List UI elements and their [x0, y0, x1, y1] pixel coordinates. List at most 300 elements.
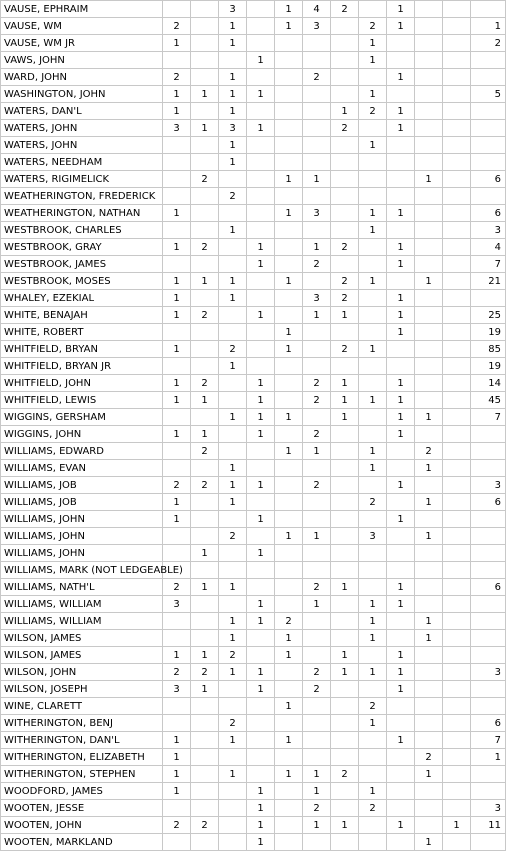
table-row [1, 171, 506, 188]
count-cell: 1 [471, 18, 506, 35]
count-cell [219, 426, 247, 443]
count-cell [247, 647, 275, 664]
count-cell [191, 800, 219, 817]
name-cell: WILLIAMS, WILLIAM [1, 596, 163, 613]
count-cell [247, 766, 275, 783]
count-cell [331, 137, 359, 154]
count-cell [191, 732, 219, 749]
count-cell [359, 766, 387, 783]
count-cell: 2 [303, 681, 331, 698]
count-cell [219, 256, 247, 273]
count-cell: 1 [163, 511, 191, 528]
count-cell [219, 511, 247, 528]
count-cell: 1 [247, 545, 275, 562]
count-cell [443, 86, 471, 103]
count-cell: 1 [387, 69, 415, 86]
count-cell: 2 [415, 749, 443, 766]
count-cell [219, 562, 247, 579]
count-cell: 1 [275, 647, 303, 664]
count-cell [275, 154, 303, 171]
count-cell [247, 171, 275, 188]
count-cell [443, 324, 471, 341]
count-cell: 1 [247, 834, 275, 851]
count-cell [191, 358, 219, 375]
count-cell [443, 579, 471, 596]
count-cell [191, 324, 219, 341]
count-cell [471, 426, 506, 443]
count-cell: 1 [163, 239, 191, 256]
count-cell [219, 749, 247, 766]
count-cell: 2 [219, 715, 247, 732]
name-cell: WATERS, JOHN [1, 120, 163, 137]
count-cell: 2 [303, 256, 331, 273]
count-cell [387, 715, 415, 732]
count-cell [191, 596, 219, 613]
count-cell: 1 [387, 290, 415, 307]
count-cell [331, 613, 359, 630]
count-cell: 1 [219, 290, 247, 307]
count-cell [303, 86, 331, 103]
count-cell [191, 749, 219, 766]
count-cell [443, 154, 471, 171]
count-cell: 2 [331, 1, 359, 18]
count-cell: 85 [471, 341, 506, 358]
count-cell: 1 [275, 766, 303, 783]
table-row [1, 477, 506, 494]
name-cell: VAWS, JOHN [1, 52, 163, 69]
count-cell [275, 375, 303, 392]
count-cell: 4 [471, 239, 506, 256]
count-cell [163, 1, 191, 18]
count-cell [303, 35, 331, 52]
count-cell [275, 664, 303, 681]
table-row [1, 460, 506, 477]
table-row [1, 35, 506, 52]
table-row [1, 800, 506, 817]
table-row [1, 647, 506, 664]
count-cell [359, 1, 387, 18]
count-cell: 1 [387, 375, 415, 392]
count-cell: 1 [191, 579, 219, 596]
count-cell [247, 358, 275, 375]
count-cell: 1 [247, 409, 275, 426]
count-cell: 1 [275, 171, 303, 188]
count-cell: 1 [331, 664, 359, 681]
count-cell [331, 511, 359, 528]
table-row [1, 766, 506, 783]
count-cell [415, 715, 443, 732]
count-cell [247, 290, 275, 307]
count-cell [359, 511, 387, 528]
name-cell: WITHERINGTON, DAN'L [1, 732, 163, 749]
count-cell [443, 120, 471, 137]
table-row [1, 86, 506, 103]
count-cell [415, 86, 443, 103]
count-cell: 1 [275, 273, 303, 290]
count-cell: 1 [247, 681, 275, 698]
count-cell [303, 715, 331, 732]
count-cell [387, 222, 415, 239]
table-row [1, 613, 506, 630]
count-cell: 3 [471, 800, 506, 817]
count-cell [163, 52, 191, 69]
count-cell [303, 154, 331, 171]
count-cell [443, 562, 471, 579]
count-cell [303, 103, 331, 120]
count-cell [219, 205, 247, 222]
name-cell: WILLIAMS, EVAN [1, 460, 163, 477]
count-cell [415, 817, 443, 834]
table-row [1, 154, 506, 171]
count-cell [275, 511, 303, 528]
table-row [1, 52, 506, 69]
count-cell: 1 [219, 409, 247, 426]
count-cell [163, 698, 191, 715]
count-cell: 1 [247, 375, 275, 392]
count-cell [275, 358, 303, 375]
count-cell [191, 766, 219, 783]
count-cell [331, 324, 359, 341]
count-cell [359, 154, 387, 171]
name-cell: WOOTEN, JESSE [1, 800, 163, 817]
count-cell: 2 [163, 477, 191, 494]
count-cell [191, 205, 219, 222]
count-cell [275, 494, 303, 511]
count-cell: 21 [471, 273, 506, 290]
count-cell [443, 35, 471, 52]
count-cell [331, 69, 359, 86]
count-cell: 1 [191, 681, 219, 698]
count-cell [387, 443, 415, 460]
count-cell: 4 [303, 1, 331, 18]
count-cell: 1 [415, 630, 443, 647]
count-cell: 1 [247, 392, 275, 409]
name-cell: WIGGINS, GERSHAM [1, 409, 163, 426]
count-cell [387, 52, 415, 69]
count-cell [331, 18, 359, 35]
count-cell [471, 613, 506, 630]
count-cell: 1 [163, 749, 191, 766]
count-cell [331, 528, 359, 545]
count-cell [359, 681, 387, 698]
count-cell [219, 681, 247, 698]
count-cell [191, 341, 219, 358]
count-cell [415, 358, 443, 375]
table-body [1, 1, 506, 851]
name-cell: VAUSE, EPHRAIM [1, 1, 163, 18]
count-cell [163, 528, 191, 545]
count-cell: 1 [331, 647, 359, 664]
count-cell [387, 171, 415, 188]
count-cell [163, 800, 191, 817]
count-cell [415, 647, 443, 664]
count-cell [443, 613, 471, 630]
count-cell [387, 137, 415, 154]
count-cell [331, 630, 359, 647]
count-cell [163, 154, 191, 171]
name-cell: WILLIAMS, JOHN [1, 528, 163, 545]
count-cell [219, 834, 247, 851]
count-cell [443, 477, 471, 494]
count-cell: 2 [219, 528, 247, 545]
name-cell: WILLIAMS, JOB [1, 477, 163, 494]
count-cell [303, 511, 331, 528]
count-cell [191, 222, 219, 239]
name-cell: WILLIAMS, JOB [1, 494, 163, 511]
count-cell: 2 [191, 171, 219, 188]
count-cell: 2 [303, 426, 331, 443]
count-cell [359, 834, 387, 851]
count-cell: 1 [163, 205, 191, 222]
name-cell: WESTBROOK, JAMES [1, 256, 163, 273]
count-cell: 2 [303, 477, 331, 494]
count-cell: 1 [163, 307, 191, 324]
count-cell: 1 [163, 375, 191, 392]
count-cell [303, 341, 331, 358]
count-cell [443, 511, 471, 528]
count-cell [471, 188, 506, 205]
name-cell: WINE, CLARETT [1, 698, 163, 715]
count-cell [247, 715, 275, 732]
table-row [1, 290, 506, 307]
count-cell [471, 52, 506, 69]
count-cell: 1 [331, 103, 359, 120]
count-cell [191, 18, 219, 35]
name-cell: WATERS, JOHN [1, 137, 163, 154]
count-cell [163, 171, 191, 188]
count-cell: 1 [303, 307, 331, 324]
count-cell [191, 52, 219, 69]
count-cell [359, 307, 387, 324]
count-cell: 2 [163, 817, 191, 834]
count-cell: 2 [359, 103, 387, 120]
count-cell [443, 800, 471, 817]
count-cell [331, 52, 359, 69]
count-cell [387, 358, 415, 375]
count-cell [443, 222, 471, 239]
count-cell: 1 [219, 35, 247, 52]
count-cell [415, 698, 443, 715]
count-cell: 1 [163, 103, 191, 120]
count-cell [443, 273, 471, 290]
count-cell [331, 86, 359, 103]
count-cell: 1 [219, 137, 247, 154]
count-cell [415, 222, 443, 239]
name-cell: WOODFORD, JAMES [1, 783, 163, 800]
count-cell [247, 341, 275, 358]
count-cell: 1 [359, 596, 387, 613]
count-cell: 1 [275, 324, 303, 341]
count-cell [331, 596, 359, 613]
count-cell [191, 35, 219, 52]
count-cell: 1 [247, 800, 275, 817]
table-row [1, 392, 506, 409]
name-cell: WILSON, JAMES [1, 647, 163, 664]
count-cell: 1 [275, 732, 303, 749]
count-cell: 2 [303, 800, 331, 817]
count-cell: 1 [275, 409, 303, 426]
count-cell: 1 [163, 494, 191, 511]
count-cell [471, 69, 506, 86]
count-cell: 2 [359, 494, 387, 511]
name-cell: WHITE, ROBERT [1, 324, 163, 341]
count-cell [163, 409, 191, 426]
count-cell: 1 [163, 290, 191, 307]
count-cell [443, 205, 471, 222]
count-cell [275, 120, 303, 137]
count-cell [219, 324, 247, 341]
table-row [1, 188, 506, 205]
count-cell: 1 [359, 222, 387, 239]
count-cell [443, 783, 471, 800]
count-cell [303, 613, 331, 630]
count-cell: 1 [219, 86, 247, 103]
count-cell: 1 [163, 647, 191, 664]
count-cell: 1 [191, 86, 219, 103]
count-cell [443, 749, 471, 766]
count-cell [359, 749, 387, 766]
count-cell [415, 681, 443, 698]
count-cell: 2 [163, 69, 191, 86]
count-cell [247, 698, 275, 715]
count-cell: 2 [219, 341, 247, 358]
count-cell [415, 239, 443, 256]
count-cell: 1 [219, 494, 247, 511]
count-cell [415, 477, 443, 494]
name-cell: WILSON, JAMES [1, 630, 163, 647]
count-cell: 1 [247, 52, 275, 69]
count-cell [191, 69, 219, 86]
count-cell [387, 613, 415, 630]
count-cell [443, 545, 471, 562]
count-cell [247, 137, 275, 154]
count-cell [443, 256, 471, 273]
count-cell: 1 [191, 273, 219, 290]
count-cell: 1 [359, 86, 387, 103]
name-cell: WHITE, BENAJAH [1, 307, 163, 324]
count-cell: 1 [387, 324, 415, 341]
count-cell: 7 [471, 732, 506, 749]
count-cell [275, 817, 303, 834]
count-cell [219, 545, 247, 562]
count-cell [247, 630, 275, 647]
count-cell [443, 69, 471, 86]
count-cell: 1 [359, 273, 387, 290]
count-cell [247, 732, 275, 749]
count-cell [247, 205, 275, 222]
count-cell: 3 [359, 528, 387, 545]
table-row [1, 511, 506, 528]
count-cell [191, 290, 219, 307]
count-cell [415, 52, 443, 69]
count-cell [387, 86, 415, 103]
count-cell [471, 596, 506, 613]
count-cell [219, 392, 247, 409]
count-cell [415, 596, 443, 613]
count-cell: 1 [163, 783, 191, 800]
count-cell [415, 205, 443, 222]
count-cell [443, 426, 471, 443]
count-cell: 2 [191, 375, 219, 392]
count-cell [443, 460, 471, 477]
count-cell [471, 443, 506, 460]
count-cell: 1 [163, 766, 191, 783]
count-cell [191, 188, 219, 205]
count-cell: 1 [247, 596, 275, 613]
count-cell [387, 698, 415, 715]
count-cell [387, 630, 415, 647]
count-cell [191, 511, 219, 528]
count-cell [387, 341, 415, 358]
count-cell: 3 [219, 120, 247, 137]
count-cell: 1 [163, 392, 191, 409]
count-cell [191, 783, 219, 800]
count-cell [471, 562, 506, 579]
table-row [1, 273, 506, 290]
count-cell [359, 69, 387, 86]
count-cell: 1 [415, 273, 443, 290]
count-cell: 1 [247, 783, 275, 800]
table-row [1, 545, 506, 562]
count-cell [331, 358, 359, 375]
name-cell: WILSON, JOSEPH [1, 681, 163, 698]
count-cell: 1 [359, 613, 387, 630]
count-cell: 1 [387, 205, 415, 222]
count-cell [359, 562, 387, 579]
count-cell [331, 35, 359, 52]
count-cell [443, 239, 471, 256]
count-cell: 1 [163, 86, 191, 103]
count-cell [471, 630, 506, 647]
count-cell: 1 [275, 698, 303, 715]
count-cell [275, 800, 303, 817]
table-row [1, 749, 506, 766]
count-cell: 1 [387, 647, 415, 664]
count-cell [191, 494, 219, 511]
count-cell [163, 443, 191, 460]
count-cell: 1 [471, 749, 506, 766]
count-cell [359, 324, 387, 341]
count-cell: 1 [415, 528, 443, 545]
count-cell: 1 [247, 664, 275, 681]
count-cell [303, 358, 331, 375]
count-cell: 1 [247, 613, 275, 630]
count-cell [275, 749, 303, 766]
count-cell [331, 749, 359, 766]
count-cell: 2 [191, 307, 219, 324]
count-cell: 2 [163, 664, 191, 681]
count-cell [163, 188, 191, 205]
count-cell: 2 [303, 664, 331, 681]
count-cell [443, 188, 471, 205]
count-cell [331, 834, 359, 851]
count-cell [471, 1, 506, 18]
name-cell: WOOTEN, MARKLAND [1, 834, 163, 851]
count-cell [303, 749, 331, 766]
count-cell [163, 358, 191, 375]
count-cell [191, 460, 219, 477]
count-cell [387, 766, 415, 783]
count-cell [443, 647, 471, 664]
count-cell: 3 [303, 18, 331, 35]
count-cell [275, 35, 303, 52]
count-cell [275, 239, 303, 256]
count-cell: 1 [387, 817, 415, 834]
count-cell [415, 256, 443, 273]
count-cell [359, 239, 387, 256]
name-cell: WILLIAMS, JOHN [1, 511, 163, 528]
count-cell [471, 545, 506, 562]
